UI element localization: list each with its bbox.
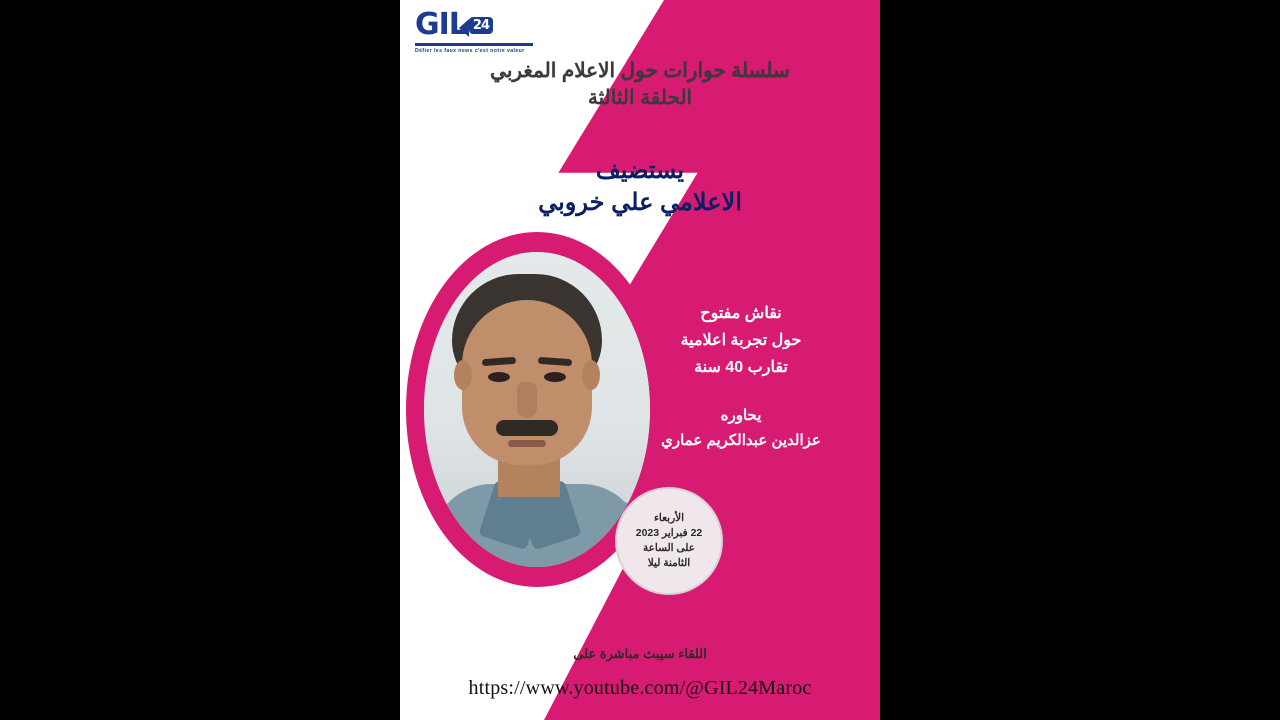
description-line-2: حول تجربة اعلامية bbox=[680, 332, 802, 349]
description-line-3: تقارب 40 سنة bbox=[694, 359, 788, 376]
portrait-eye-right bbox=[544, 372, 566, 382]
guest-name: الاعلامي علي خروبي bbox=[538, 189, 742, 216]
logo-badge bbox=[469, 17, 493, 34]
description-line-1: نقاش مفتوح bbox=[700, 305, 782, 322]
logo-underline bbox=[415, 43, 533, 46]
logo-name-text: GIL bbox=[415, 7, 467, 42]
date-badge-line-3: على الساعة bbox=[643, 542, 695, 554]
letterbox-left bbox=[0, 0, 400, 720]
gil24-logo bbox=[415, 8, 555, 64]
guest-portrait-photo bbox=[424, 252, 650, 567]
interviewer-block bbox=[626, 403, 856, 453]
youtube-url[interactable]: https://www.youtube.com/@GIL24Maroc bbox=[468, 677, 812, 699]
guest-block bbox=[400, 155, 880, 219]
headline-line-2: الحلقة الثالثة bbox=[587, 87, 693, 109]
guest-label: يستضيف bbox=[595, 157, 685, 184]
logo-triangle-icon bbox=[459, 19, 469, 37]
logo-tagline: Défier les faux news c'est notre valeur bbox=[415, 48, 525, 54]
description-block bbox=[626, 300, 856, 453]
headline-line-1: سلسلة حوارات حول الاعلام المغربي bbox=[490, 60, 790, 82]
letterbox-right bbox=[880, 0, 1280, 720]
logo-badge-text: 24 bbox=[472, 17, 489, 33]
portrait-eye-left bbox=[488, 372, 510, 382]
date-badge-line-4: الثامنة ليلا bbox=[647, 557, 691, 569]
logo-wordmark bbox=[415, 8, 555, 42]
interviewer-label: يحاوره bbox=[720, 407, 762, 424]
portrait-mouth bbox=[508, 440, 546, 447]
portrait-nose bbox=[517, 382, 537, 418]
poster-headline bbox=[400, 58, 880, 112]
date-badge-line-1: الأربعاء bbox=[653, 512, 685, 524]
portrait-ear-right bbox=[582, 360, 600, 390]
poster-image bbox=[400, 0, 880, 720]
date-badge bbox=[615, 487, 723, 595]
interviewer-name: عزالدين عبدالكريم عماري bbox=[661, 432, 821, 449]
broadcast-note: اللقاء سيبث مباشرة على bbox=[573, 646, 707, 661]
date-badge-line-2: 22 فبراير 2023 bbox=[635, 527, 703, 539]
portrait-ear-left bbox=[454, 360, 472, 390]
portrait-moustache bbox=[496, 420, 558, 436]
